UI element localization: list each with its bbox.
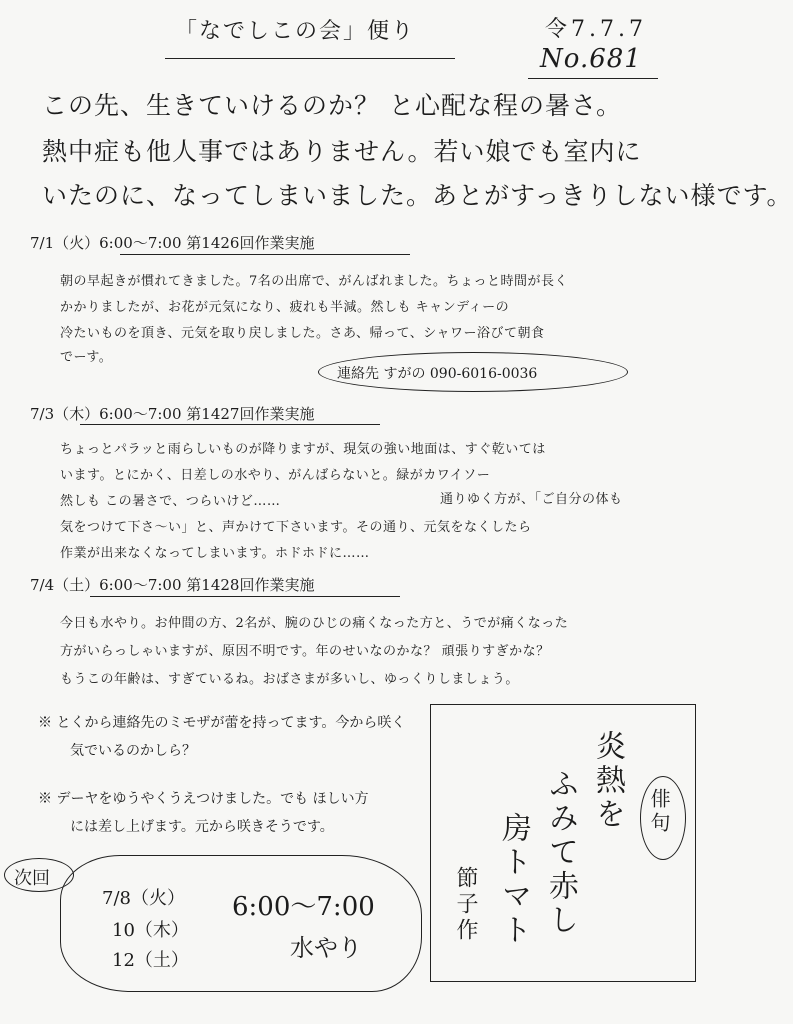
note-line: には差し上げます。元から咲きそうです。 [70,819,334,835]
entry-line: 今日も水やり。お仲間の方、2名が、腕のひじの痛くなった方と、うでが痛くなった [60,616,569,631]
next-date: 7/8（火） [102,888,185,909]
entry-aside: 通りゆく方が、「ご自分の体も [440,492,623,507]
issue-number: No.681 [540,44,642,74]
intro-line: いたのに、なってしまいました。あとがすっきりしない様です。 [42,181,793,210]
next-task: 水やり [290,934,362,962]
entry-line: 然しも この暑さで、つらいけど…… [60,494,281,509]
haiku-author: 節子作 [453,866,478,944]
entry-line: でーす。 [60,350,113,365]
haiku-line: ふみて赤し [543,768,578,938]
entry-heading-underline [120,254,410,255]
next-date: 10（木） [112,920,189,941]
entry-line: 方がいらっしゃいますが、原因不明です。年のせいなのかな？ 頑張りすぎかな？ [60,644,550,659]
issue-underline [528,78,658,79]
haiku-line: 房トマト [496,812,531,948]
title-underline [165,58,455,59]
haiku-line: 炎熱を [590,730,625,832]
newsletter-title: 「なでしこの会」便り [175,19,416,44]
entry-line: 作業が出来なくなってしまいます。ホドホドに…… [60,546,370,561]
entry-line: ちょっとパラッと雨らしいものが降りますが、現気の強い地面は、すぐ乾いては [60,442,546,457]
entry-heading: 7/1（火）6:00〜7:00 第1426回作業実施 [30,234,315,252]
entry-line: かかりましたが、お花が元気になり、疲れも半減。然しも キャンディーの [60,300,510,315]
note-line: ※ デーヤをゆうやくうえつけました。でも ほしい方 [38,791,369,807]
intro-line: この先、生きていけるのか？ と心配な程の暑さ。 [42,91,622,120]
entry-line: 朝の早起きが慣れてきました。7名の出席で、がんばれました。ちょっと時間が長く [60,274,569,289]
haiku-label: 俳句 [647,788,671,836]
next-label: 次回 [14,868,50,889]
next-time: 6:00〜7:00 [232,892,375,922]
entry-line: もうこの年齢は、すぎているね。おばさまが多いし、ゆっくりしましょう。 [60,672,519,687]
contact-phone-text: 連絡先 すがの 090-6016-0036 [337,366,538,382]
issue-date: 令7.7.7 [545,17,647,42]
entry-heading: 7/4（土）6:00〜7:00 第1428回作業実施 [30,576,315,594]
next-date: 12（土） [112,950,189,971]
entry-line: います。とにかく、日差しの水やり、がんばらないと。緑がカワイソー [60,468,491,483]
note-line: 気でいるのかしら？ [70,743,196,759]
contact-phone-note [318,352,628,392]
entry-heading-underline [90,596,400,597]
note-line: ※ とくから連絡先のミモザが蕾を持ってます。今から咲く [38,715,406,731]
entry-line: 気をつけて下さ〜い」と、声かけて下さいます。その通り、元気をなくしたら [60,520,532,535]
entry-heading: 7/3（木）6:00〜7:00 第1427回作業実施 [30,405,315,423]
entry-heading-underline [80,424,380,425]
intro-line: 熱中症も他人事ではありません。若い娘でも室内に [42,137,642,166]
entry-line: 冷たいものを頂き、元気を取り戻しました。さあ、帰って、シャワー浴びて朝食 [60,326,545,341]
